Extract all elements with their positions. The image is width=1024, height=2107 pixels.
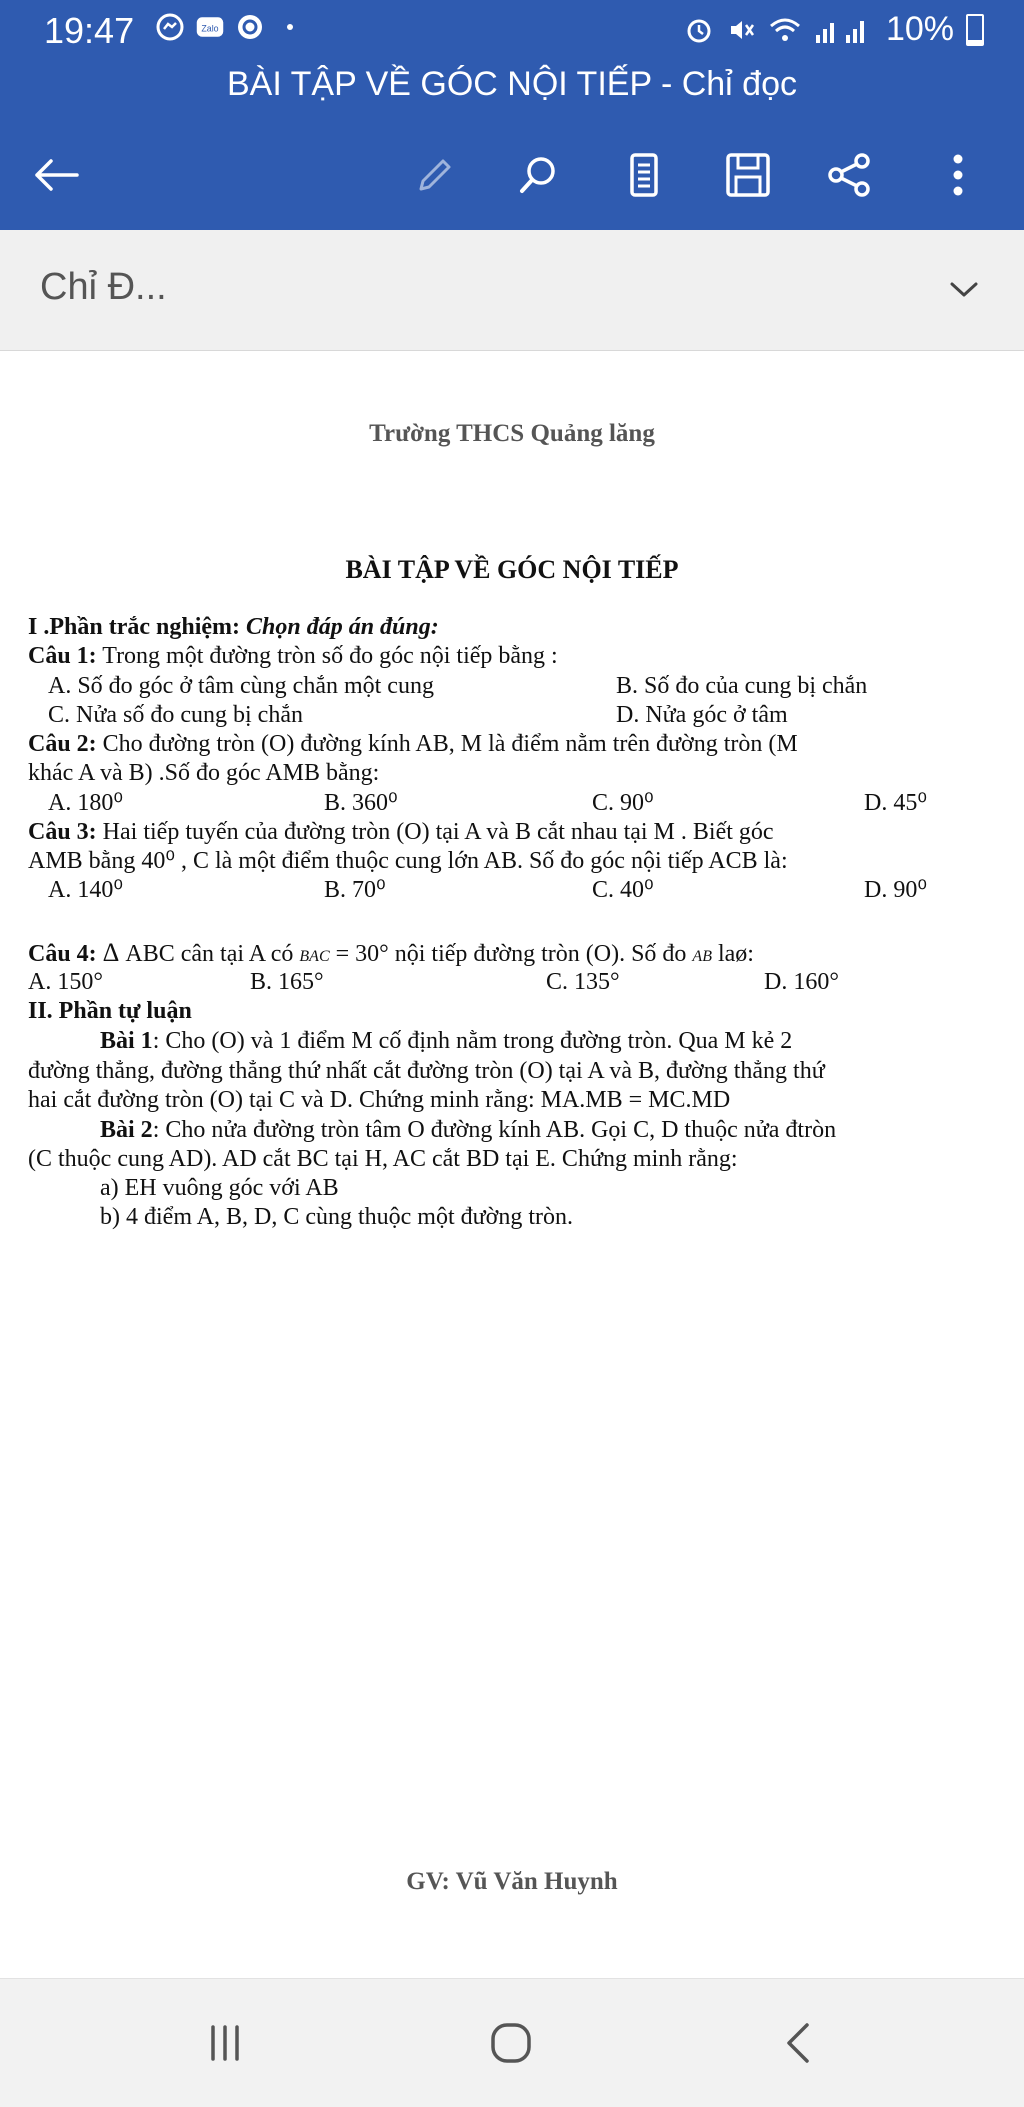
school-name: Trường THCS Quảng lăng [369, 420, 655, 447]
q3-option-d: D. 90⁰ [864, 877, 927, 903]
q3-question: Câu 3: Hai tiếp tuyến của đường tròn (O) tại A và B cắt nhau tại M . Biết góc [28, 819, 774, 845]
wifi-icon [768, 15, 802, 45]
recent-apps-icon[interactable] [190, 2013, 260, 2073]
mode-label: Chỉ Đ... [40, 266, 167, 308]
status-time: 19:47 [44, 10, 135, 51]
bai1-line3: hai cắt đường tròn (O) tại C và D. Chứng minh rằng: MA.MB = MC.MD [28, 1087, 731, 1113]
bai2-part-a: a) EH vuông góc với AB [100, 1175, 339, 1201]
more-icon[interactable] [928, 145, 988, 205]
q2-option-c: C. 90⁰ [592, 790, 654, 816]
q1-option-d: D. Nửa góc ở tâm [616, 702, 788, 728]
messenger-icon [155, 12, 185, 42]
alarm-icon [684, 15, 714, 45]
status-bar [0, 0, 1024, 62]
q1-question: Câu 1: Trong một đường tròn số đo góc nội tiếp bằng : [28, 643, 558, 669]
q4-option-a: A. 150° [28, 969, 103, 995]
q2-option-d: D. 45⁰ [864, 790, 927, 816]
bai1-line1: Bài 1: Cho (O) và 1 điểm M cố định nằm trong đường tròn. Qua M kẻ 2 [100, 1028, 793, 1054]
vpn-icon [235, 12, 265, 42]
toolbar [0, 135, 1024, 215]
q1-option-a: A. Số đo góc ở tâm cùng chắn một cung [48, 673, 434, 699]
mute-icon [726, 15, 756, 45]
back-arrow-icon[interactable] [26, 145, 86, 205]
bai2-line2: (C thuộc cung AD). AD cắt BC tại H, AC cắt BD tại E. Chứng minh rằng: [28, 1146, 738, 1172]
signal-icon [814, 15, 874, 45]
bai1-line2: đường thẳng, đường thẳng thứ nhất cắt đường tròn (O) tại A và B, đường thẳng thứ [28, 1058, 825, 1084]
search-icon[interactable] [508, 145, 568, 205]
bai2-line1: Bài 2: Cho nửa đường tròn tâm O đường kính AB. Gọi C, D thuộc nửa đtròn [100, 1117, 837, 1143]
bai2-part-b: b) 4 điểm A, B, D, C cùng thuộc một đường tròn. [100, 1204, 574, 1230]
q4-option-c: C. 135° [546, 969, 620, 995]
section1-heading: I .Phần trắc nghiệm: Chọn đáp án đúng: [28, 614, 439, 640]
share-icon[interactable] [820, 145, 880, 205]
system-status [684, 10, 984, 49]
q2-question: Câu 2: Cho đường tròn (O) đường kính AB, M là điểm nằm trên đường tròn (M [28, 731, 798, 757]
battery-percent: 10% [885, 10, 954, 48]
q3-question-cont: AMB bằng 40⁰ , C là một điểm thuộc cung lớn AB. Số đo góc nội tiếp ACB là: [28, 848, 788, 874]
back-icon[interactable] [764, 2013, 834, 2073]
q3-option-a: A. 140⁰ [48, 877, 123, 903]
q1-option-c: C. Nửa số đo cung bị chắn [48, 702, 303, 728]
q4-option-d: D. 160° [764, 969, 839, 995]
svg-text:Zalo: Zalo [201, 23, 219, 34]
document-title: BÀI TẬP VỀ GÓC NỘI TIẾP - Chỉ đọc [226, 65, 797, 103]
q3-option-c: C. 40⁰ [592, 877, 654, 903]
chevron-down-icon[interactable] [934, 260, 994, 320]
q2-option-b: B. 360⁰ [324, 790, 398, 816]
pencil-icon[interactable] [405, 145, 465, 205]
worksheet-title: BÀI TẬP VỀ GÓC NỘI TIẾP [345, 555, 679, 584]
dot-icon [275, 12, 305, 42]
section2-heading: II. Phần tự luận [28, 998, 192, 1024]
q2-question-cont: khác A và B) .Số đo góc AMB bằng: [28, 760, 380, 786]
zalo-icon [195, 12, 225, 42]
reading-view-icon[interactable] [614, 145, 674, 205]
q3-option-b: B. 70⁰ [324, 877, 386, 903]
notification-icons [155, 12, 305, 42]
app-header [0, 0, 1024, 230]
home-icon[interactable] [476, 2013, 546, 2073]
navigation-bar [0, 1978, 1024, 2107]
q2-option-a: A. 180⁰ [48, 790, 123, 816]
q4-option-b: B. 165° [250, 969, 324, 995]
teacher-name: GV: Vũ Văn Huynh [406, 1868, 618, 1895]
q1-option-b: B. Số đo của cung bị chắn [616, 673, 868, 699]
save-icon[interactable] [718, 145, 778, 205]
read-only-banner[interactable] [0, 230, 1024, 351]
q4-question: Câu 4: Δ ABC cân tại A có BAC = 30° nội tiếp đường tròn (O). Số đo AB laø: [28, 938, 754, 967]
battery-icon [966, 14, 984, 46]
